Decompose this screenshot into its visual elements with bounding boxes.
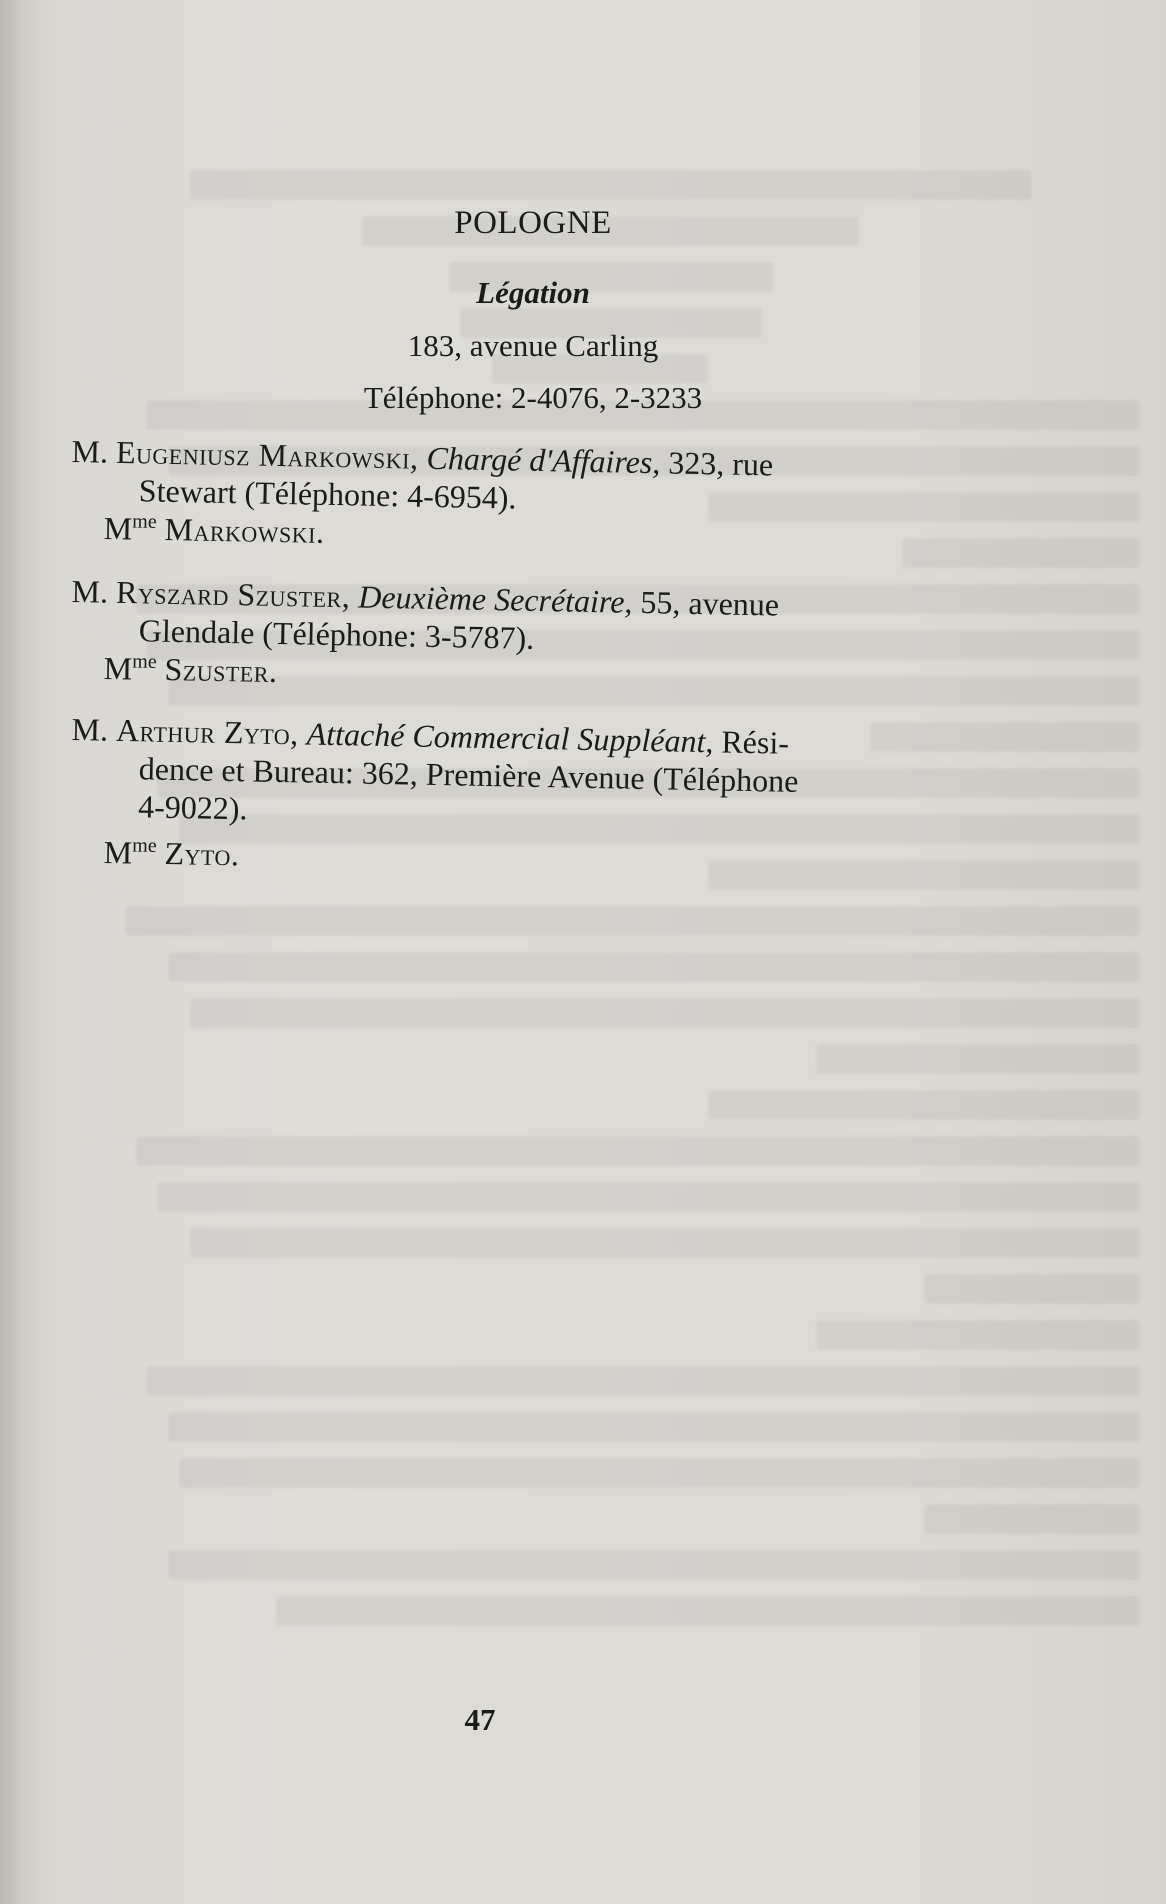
mission-type: Légation xyxy=(476,275,590,310)
spouse-sup: me xyxy=(132,650,157,673)
entry-name: Eugeniusz Markowski, xyxy=(115,433,419,476)
entry-detail: 55, avenue xyxy=(640,583,780,623)
spouse-prefix: M xyxy=(103,510,133,547)
spouse-prefix: M xyxy=(103,650,133,687)
spouse-zyto xyxy=(103,834,239,873)
spouse-sup: me xyxy=(132,834,157,857)
spouse-name: Szuster. xyxy=(164,651,278,690)
entry-prefix: M. xyxy=(71,572,109,610)
entry-prefix: M. xyxy=(71,710,109,748)
entry-detail-line3: 4-9022). xyxy=(137,788,248,827)
spouse-name: Markowski. xyxy=(164,511,325,550)
entry-detail-line2: dence et Bureau: 362, Première Avenue (Téléphone xyxy=(138,750,799,799)
entry-detail: 323, rue xyxy=(667,444,774,483)
entry-prefix: M. xyxy=(71,432,109,470)
entry-name: Arthur Zyto, xyxy=(115,711,300,752)
entry-name: Ryszard Szuster, xyxy=(115,573,351,615)
mission-phone: Téléphone: 2-4076, 2-3233 xyxy=(363,380,703,415)
spouse-szuster xyxy=(103,650,277,690)
entry-title: Attaché Commercial Suppléant, xyxy=(306,715,714,760)
entry-title: Chargé d'Affaires, xyxy=(426,439,661,481)
spouse-markowski xyxy=(103,510,325,551)
country-heading: POLOGNE xyxy=(454,205,612,241)
mission-address: 183, avenue Carling xyxy=(407,328,659,363)
page-number: 47 xyxy=(464,1702,496,1737)
spouse-name: Zyto. xyxy=(164,835,240,873)
spouse-prefix: M xyxy=(103,834,133,871)
entry-detail-line2: Glendale (Téléphone: 3-5787). xyxy=(138,612,535,656)
entry-detail-line2: Stewart (Téléphone: 4-6954). xyxy=(138,472,517,516)
entry-title: Deuxième Secrétaire, xyxy=(357,578,633,620)
entry-zyto xyxy=(70,710,984,841)
spouse-sup: me xyxy=(132,510,157,533)
entry-detail: Rési- xyxy=(721,723,790,761)
